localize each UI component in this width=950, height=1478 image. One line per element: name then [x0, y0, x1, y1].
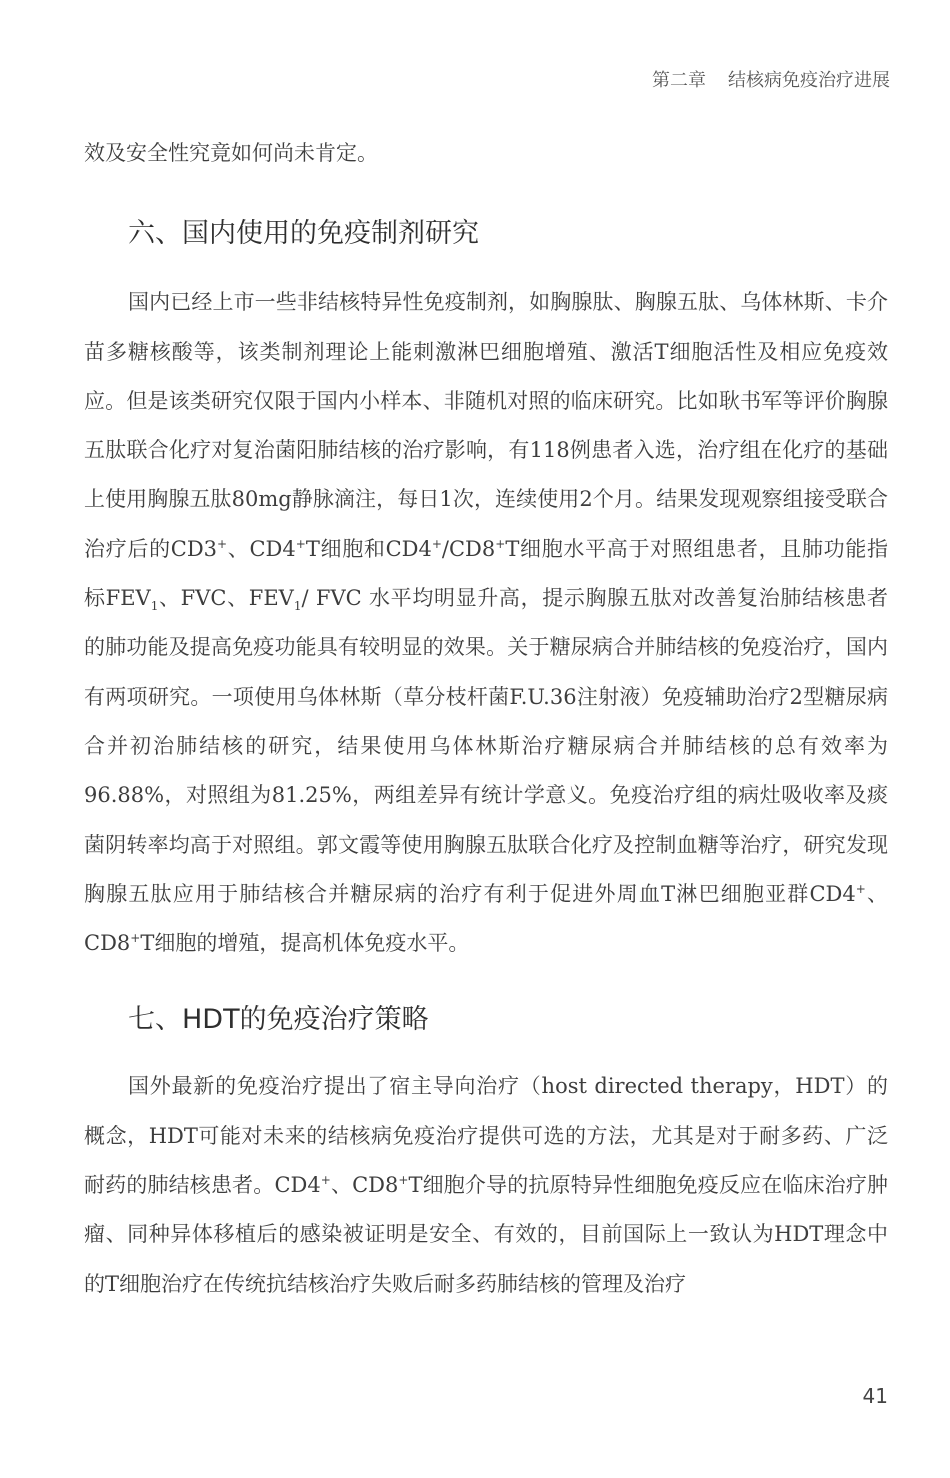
section-6-paragraph: 国内已经上市一些非结核特异性免疫制剂，如胸腺肽、胸腺五肽、乌体林斯、卡介苗多糖核酸等，该类制剂理论上能刺激淋巴细胞增殖、激活T细胞活性及相应免疫效应。但是该类研究仅限于国内小样本、非随机对照的临床研究。比如耿书军等评价胸腺五肽联合化疗对复治菌阳肺结核的治疗影响，有118例患者入选，治疗组在化疗的基础上使用胸腺五肽80mg静脉滴注，每日1次，连续使用2个月。结果发现观察组接受联合治疗后的CD3+、CD4+T细胞和CD4+/CD8+T细胞水平高于对照组患者，且肺功能指标$FEV_1$、FVC、$FEV_1/$ FVC 水平均明显升高，提示胸腺五肽对改善复治肺结核患者的肺功能及提高免疫功能具有较明显的效果。关于糖尿病合并肺结核的免疫治疗，国内有两项研究。一项使用乌体林斯（草分枝杆菌F.U.36注射液）免疫辅助治疗2型糖尿病合并初治肺结核的研究，结果使用乌体林斯治疗糖尿病合并肺结核的总有效率为96.88%，对照组为81.25%，两组差异有统计学意义。免疫治疗组的病灶吸收率及痰菌阴转率均高于对照组。郭文霞等使用胸腺五肽联合化疗及控制血糖等治疗，研究发现胸腺五肽应用于肺结核合并糖尿病的治疗有利于促进外周血T淋巴细胞亚群CD4+、CD8+T细胞的增殖，提高机体免疫水平。	[84, 290, 889, 956]
page-body	[84, 129, 888, 1309]
page-number: 41	[862, 1384, 888, 1408]
running-header	[652, 66, 890, 92]
section-heading-7: 七、HDT的免疫治疗策略	[128, 1004, 429, 1036]
chapter-title: 结核病免疫治疗进展	[728, 70, 890, 91]
section-heading-6: 六、国内使用的免疫制剂研究	[128, 218, 479, 250]
paragraph-continuation: 效及安全性究竟如何尚未肯定。	[84, 141, 378, 165]
section-7-paragraph: 国外最新的免疫治疗提出了宿主导向治疗（host directed therapy，HDT）的概念，HDT可能对未来的结核病免疫治疗提供可选的方法，尤其是对于耐多药、广泛耐药的肺结核患者。CD4+、CD8+T细胞介导的抗原特异性细胞免疫反应在临床治疗肿瘤、同种异体移植后的感染被证明是安全、有效的，目前国际上一致认为HDT理念中的T细胞治疗在传统抗结核治疗失败后耐多药肺结核的管理及治疗	[84, 1074, 888, 1296]
chapter-number: 第二章	[652, 70, 706, 91]
